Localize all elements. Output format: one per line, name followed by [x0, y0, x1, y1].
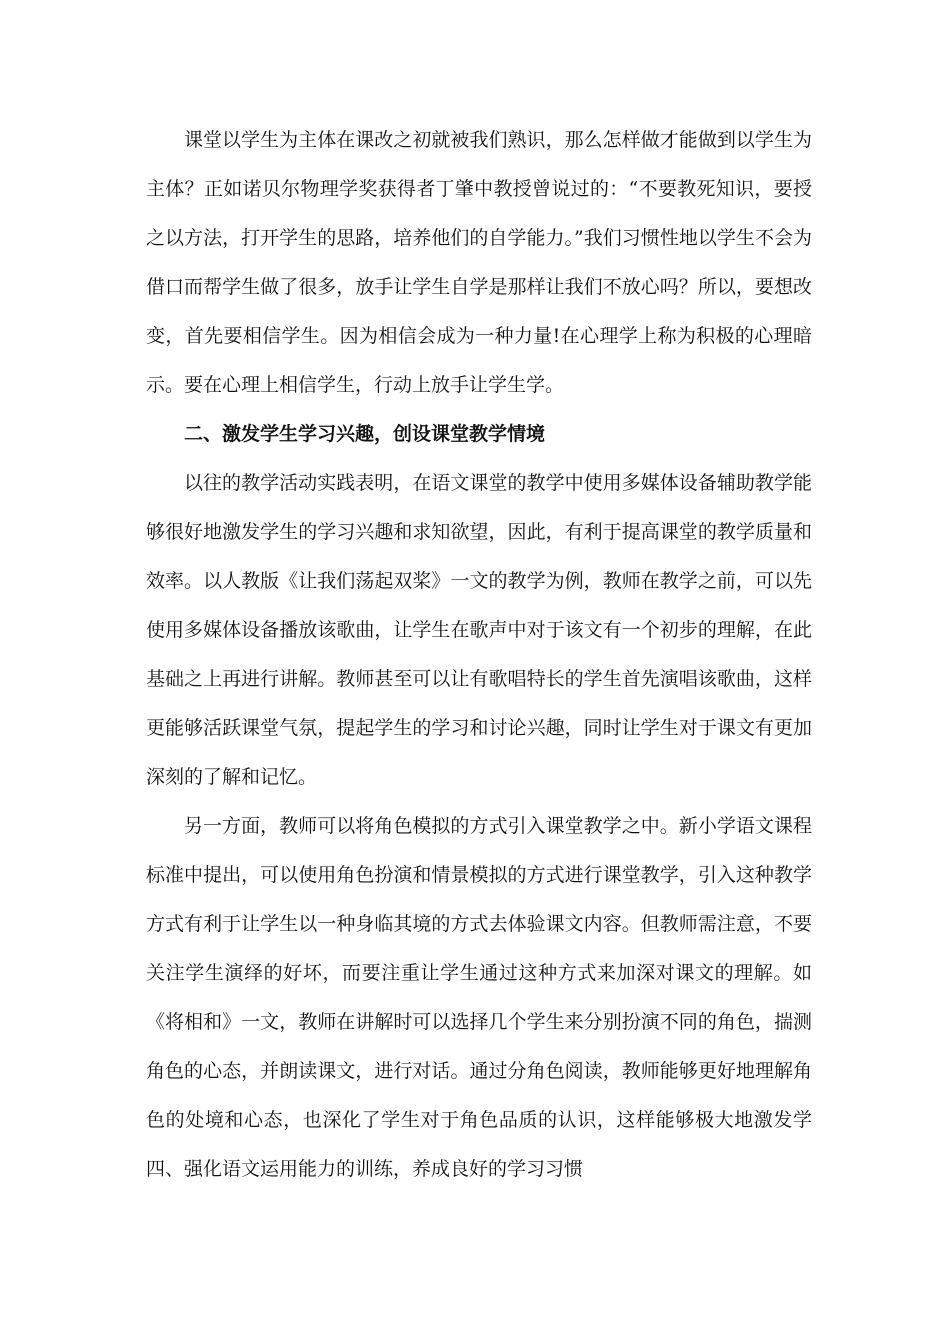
paragraph-role-play: 另一方面，教师可以将角色模拟的方式引入课堂教学之中。新小学语文课程标准中提出，可以使用角色扮演和情景模拟的方式进行课堂教学，引入这种教学方式有利于让学生以一种身临其境的方式去体验课文内容。但教师需注意，不要关注学生演绎的好坏，而要注重让学生通过这种方式来加深对课文的理解。如《将相和》一文，教师在讲解时可以选择几个学生来分别扮演不同的角色，揣测角色的心态，并朗读课文，进行对话。通过分角色阅读，教师能够更好地理解角色的处境和心态，也深化了学生对于角色品质的认识，这样能够极大地激发学四、强化语文运用能力的训练，养成良好的学习习惯: [146, 815, 812, 1180]
paragraph-student-subject: 课堂以学生为主体在课改之初就被我们熟识，那么怎样做才能做到以学生为主体？正如诺贝尔物理学奖获得者丁肇中教授曾说过的：“不要教死知识，要授之以方法，打开学生的思路，培养他们的自学能力。”我们习惯性地以学生不会为借口而帮学生做了很多，放手让学生自学是那样让我们不放心吗？所以，要想改变，首先要相信学生。因为相信会成为一种力量!在心理学上称为积极的心理暗示。要在心理上相信学生，行动上放手让学生学。: [146, 129, 812, 396]
paragraph-multimedia: 以往的教学活动实践表明，在语文课堂的教学中使用多媒体设备辅助教学能够很好地激发学生的学习兴趣和求知欲望，因此，有利于提高课堂的教学质量和效率。以人教版《让我们荡起双桨》一文的教学为例，教师在教学之前，可以先使用多媒体设备播放该歌曲，让学生在歌声中对于该文有一个初步的理解，在此基础之上再进行讲解。教师甚至可以让有歌唱特长的学生首先演唱该歌曲，这样更能够活跃课堂气氛，提起学生的学习和讨论兴趣，同时让学生对于课文有更加深刻的了解和记忆。: [146, 472, 812, 788]
section-heading-2: 二、激发学生学习兴趣，创设课堂教学情境: [184, 423, 546, 445]
document-body: [146, 116, 812, 1194]
